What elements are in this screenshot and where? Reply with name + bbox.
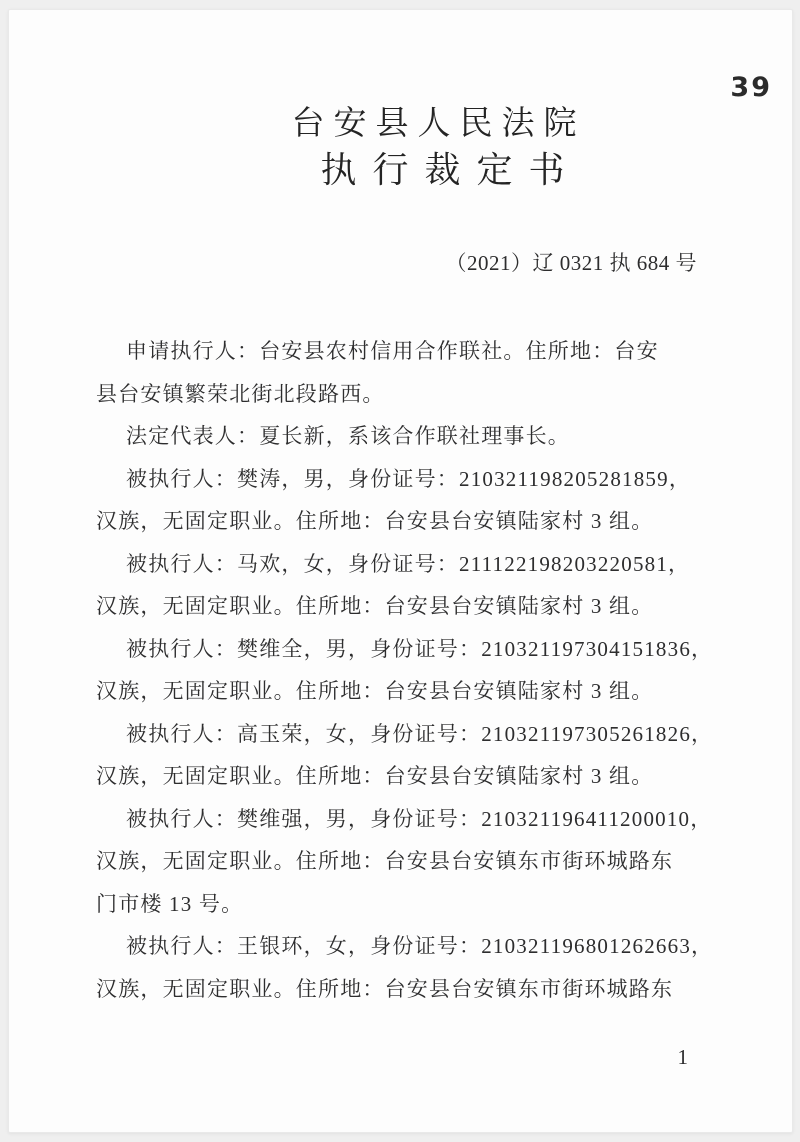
paragraph-line: 申请执行人：台安县农村信用合作联社。住所地：台安	[126, 339, 659, 363]
paragraph-line: 被执行人：樊维全，男，身份证号：210321197304151836，	[126, 636, 714, 661]
document-type-title: 执行裁定书	[320, 150, 581, 190]
paragraph-line: 汉族，无固定职业。住所地：台安县台安镇陆家村 3 组。	[96, 764, 654, 788]
paragraph-line: 被执行人：高玉荣，女，身份证号：210321197305261826，	[126, 721, 714, 746]
paragraph-line: 汉族，无固定职业。住所地：台安县台安镇陆家村 3 组。	[96, 594, 654, 618]
paragraph-line: 被执行人：王银环，女，身份证号：210321196801262663，	[126, 934, 714, 958]
paragraph-line: 汉族，无固定职业。住所地：台安县台安镇东市街环城路东	[96, 976, 674, 1001]
paragraph-line: 门市楼 13 号。	[96, 891, 244, 916]
court-name-title: 台安县人民法院	[291, 106, 586, 142]
document-page	[8, 9, 793, 1133]
corner-page-mark: 39	[730, 72, 772, 103]
case-number: （2021）辽 0321 执 684 号	[445, 251, 697, 275]
paragraph-line: 被执行人：樊维强，男，身份证号：210321196411200010，	[126, 806, 713, 831]
paragraph-line: 汉族，无固定职业。住所地：台安县台安镇陆家村 3 组。	[96, 509, 654, 533]
paragraph-line: 汉族，无固定职业。住所地：台安县台安镇东市街环城路东	[96, 849, 674, 873]
paragraph-line: 被执行人：樊涛，男，身份证号：210321198205281859，	[126, 466, 692, 491]
paragraph-line: 县台安镇繁荣北街北段路西。	[96, 381, 385, 406]
document-body	[9, 330, 792, 1010]
paragraph-line: 被执行人：马欢，女，身份证号：211122198203220581，	[126, 551, 691, 576]
paragraph-line: 汉族，无固定职业。住所地：台安县台安镇陆家村 3 组。	[96, 679, 654, 703]
page-number: 1	[677, 1045, 688, 1069]
paragraph-line: 法定代表人：夏长新，系该合作联社理事长。	[126, 424, 570, 448]
